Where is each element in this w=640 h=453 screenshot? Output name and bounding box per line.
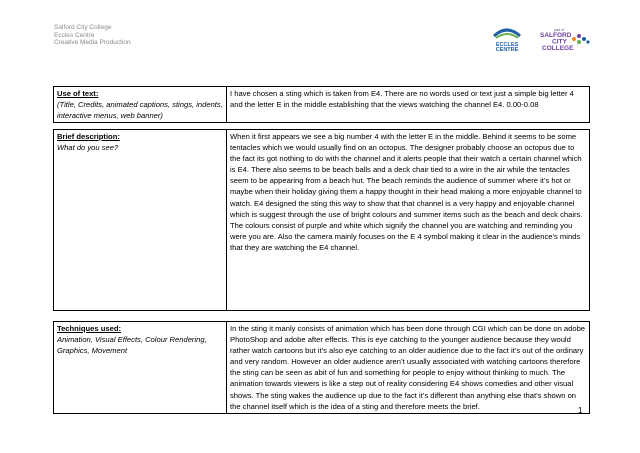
- brief-description-subtitle: What do you see?: [57, 143, 119, 153]
- use-of-text-body: I have chosen a sting which is taken from E4. There are no words used or text just a simple big letter 4 and the letter E in the middle establishing that the views watching the channel E4. 0.00-0.08: [230, 89, 574, 110]
- svg-text:COLLEGE: COLLEGE: [542, 45, 574, 52]
- brief-description-body-cell: [227, 130, 590, 311]
- svg-text:CENTRE: CENTRE: [495, 47, 519, 52]
- svg-text:SALFORD: SALFORD: [540, 32, 572, 39]
- techniques-used-body-cell: [227, 322, 590, 414]
- brief-description-title: Brief description:: [57, 132, 120, 141]
- techniques-used-subtitle: Animation, Visual Effects, Colour Rendering, Graphics, Movement: [57, 335, 207, 356]
- header-line-course: Creative Media Production: [54, 39, 131, 47]
- techniques-used-title: Techniques used:: [57, 324, 121, 333]
- page-number: 1: [578, 406, 583, 415]
- use-of-text-subtitle: (Title, Credits, animated captions, stings, indents, interactive menus, web banner): [57, 100, 223, 121]
- use-of-text-label-cell: [54, 87, 227, 123]
- brief-description-body-p1: When it first appears we see a big number 4 with the letter E in the middle. Behind it seems to be some tentacles which we would usually find on an octopus. The designer probably choose an octopus due to the fact its got nothing to do with the channel and it alerts people that their watch a certain channel which is E4. There also seems to be beach balls and a deck chair tied to a wire in the air while the tentacles seem to be appearing from a beach hut. The beach reminds the audience of summer where it’s hot or maybe when their holiday giving them a happy thought in their head making a more enjoyable channel to watch. E4 designed the sting this way to show that that channel is a very happy and enjoyable channel which is suggest through the use of bright colours and summer items such as the beach and deck chairs.: [230, 132, 583, 219]
- techniques-used-row: [54, 322, 590, 414]
- techniques-used-label-cell: [54, 322, 227, 414]
- svg-text:part of: part of: [554, 28, 564, 32]
- salford-city-college-logo: [538, 26, 592, 52]
- header-line-college: Salford City College: [54, 24, 112, 31]
- use-of-text-body-cell: [227, 87, 590, 123]
- svg-text:CITY: CITY: [552, 38, 567, 46]
- techniques-used-table: [53, 321, 590, 414]
- brief-description-label-cell: [54, 130, 227, 311]
- use-of-text-table: [53, 86, 590, 123]
- techniques-used-body: In the sting it manly consists of animation which has been done through CGI which can be done on adobe PhotoShop and adobe after effects. This is eye catching to the younger audience because they would rather watch cartoons but it’s also eye catching to an older audience due to the fact it’s out of the ordinary and very random. However an older audience aren’t usually associated with watching cartoons therefore the sting can be seen as abit of fun and something for people to enjoy without thinking to much. The animation towards viewers is like a step out of reality considering E4 shows comedies and other visual shows. The sting wakes the audience up due to the fact it’s different than anything else that’s shown on the channel itself which is the idea of a sting and therefore meets the brief.: [230, 324, 586, 411]
- eccles-centre-logo: [490, 26, 524, 52]
- use-of-text-title: Use of text:: [57, 89, 99, 98]
- svg-text:ECCLES: ECCLES: [495, 42, 519, 48]
- header-line-centre: Eccles Centre: [54, 31, 95, 39]
- header-org-info: [54, 24, 131, 47]
- brief-description-body-p2: The colours consist of purple and white which signify the channel you are watching and reminding you were you are. Also the camera mainly focuses on the E 4 symbol making it clear in the audience’s minds that they are watching the E4 channel.: [230, 220, 581, 252]
- brief-description-table: [53, 129, 590, 311]
- brief-description-row: [54, 130, 590, 311]
- use-of-text-row: [54, 87, 590, 123]
